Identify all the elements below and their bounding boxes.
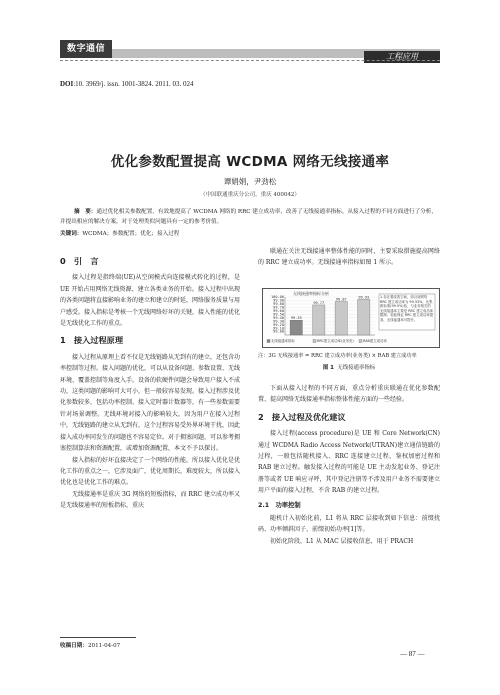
bar-value-label: 99.87 <box>335 297 347 302</box>
journal-logo: 数字通信 <box>60 40 112 58</box>
paragraph: 初始化阶段，L1 从 MAC 层接收信息，用于 PRACH <box>270 537 414 545</box>
header-rule <box>60 60 440 61</box>
y-tick-label: 99.50 <box>273 312 284 317</box>
figure-1 <box>262 288 440 348</box>
paragraph: 无线接通率是重庆 3G 网络的短板指标，而 RRC 建立成功率又是无线接通率的短板指标，重庆 <box>60 490 240 510</box>
bar-value-label: 99.33 <box>290 316 302 321</box>
doi-line <box>60 80 194 88</box>
footnote-rule <box>60 637 136 638</box>
doi-label: DOI <box>60 80 74 88</box>
bar <box>335 301 347 335</box>
y-tick-label: 99.00 <box>273 329 284 334</box>
y-tick-label: 99.80 <box>273 302 284 307</box>
legend-label: RRC建立成功率(业务类) <box>317 339 354 344</box>
abstract-label: 摘 要： <box>74 209 97 215</box>
doi-value: :10. 3969/j. issn. 1001-3824. 2011. 03. 024 <box>73 80 194 88</box>
received-date <box>60 641 120 649</box>
paragraph: 接入指标的好坏直接决定了一个网络的性能，所以接入优化是优化工作的重点之一，它涉及面广，优化周期长，难度较大，所以接入优化也是优化工作的难点。 <box>60 456 241 487</box>
y-tick-label: 99.30 <box>273 319 284 324</box>
legend-swatch <box>313 340 316 343</box>
received-label: 收稿日期： <box>60 643 88 649</box>
subsection-heading-power: 2.1 功率控制 <box>258 501 301 509</box>
y-tick-label: 99.40 <box>273 315 284 320</box>
figure-caption-text: 无线接通率指标 <box>337 365 376 371</box>
legend-swatch <box>267 340 270 343</box>
section-heading-intro: 0 引 言 <box>60 256 99 266</box>
y-tick-label: 99.90 <box>273 298 284 303</box>
keywords-label: 关键词： <box>60 231 83 237</box>
chart-annotation-wrapper <box>380 295 434 329</box>
paragraph: 联通在关注无线接通率整体性能的同时，主要采取措施提高网络的 RRC 建立成功率。无线接通率指标如图 1 所示。 <box>258 248 440 267</box>
section-heading-access: 2 接入过程及优化建议 <box>258 411 346 422</box>
right-column-top <box>258 246 440 269</box>
bar <box>290 320 302 335</box>
keywords <box>60 229 440 237</box>
figure-number: 图 1 <box>322 365 334 371</box>
left-column <box>60 250 240 512</box>
bar <box>358 299 370 335</box>
paragraph: 随机计入初始化前，L1 将从 RRC 层接收到如下信息：前缀扰码、功率倾斜因子、前缀初始功率[1]等。 <box>258 515 440 534</box>
paragraph: 接入过程(access procedure)是 UE 和 Core Network(CN)通过 WCDMA Radio Access Network(UTRAN)建立通信链路的过程，一般包括随机接入、RRC 连接建立过程，鉴权加密过程和 RAB 建立过程。触发接入过程的可能是 UE 主动发起业务、登记注册等或者 UE 响应寻呼，其中登记注册等不涉及用户业务不需要建立用户平面的接入过程，不含 RAB 的建立过程。 <box>258 430 440 495</box>
section-heading-principle: 1 接入过程原理 <box>60 335 124 346</box>
paragraph: 接入过程是指终端(UE)从空闲模式向连接模式转化的过程，是 UE 开始占用网络无线资源、建立各类业务的开始。接入过程中出现的各类问题将直接影响业务的建立和建立的时延，网络服务质量与用户感受。接入指标是考核一个无线网络好坏的关键，接入性能的优化是无线优化工作的重点。 <box>60 274 241 328</box>
section-tag: 工程应用 <box>364 51 440 63</box>
y-tick-label: 99.10 <box>273 326 284 331</box>
bar-value-label: 99.77 <box>313 300 325 305</box>
affiliation: （中国联通重庆分公司，重庆 400042） <box>200 192 300 198</box>
page-number: — 87 — <box>400 650 425 658</box>
y-tick-label: 99.20 <box>273 322 284 327</box>
legend-label: 无线接通率指标 <box>271 339 295 344</box>
received-value: 2011-04-07 <box>87 643 121 649</box>
y-tick-label: 99.60 <box>273 309 284 314</box>
paper-title: 优化参数配置提高 WCDMA 网络无线接通率 <box>110 154 390 170</box>
paragraph: 接入过程从原理上看不仅是无线链路从无到有的建立，还包含功率控制等过程。接入问题的优化，可以从设备问题、参数设置、无线环境、覆盖控制等角度入手。设备的软硬件问题会导致用户接入不成功，这类问题的影响可大可小，但一般较容易发现。接入过程涉及优化参数较多，包括功率控制、接入定时器计数器等，有一些参数需要针对场景调整。无线环境对接入的影响较大，因为用户在接入过程中，无线链路的建立从无到有，这个过程容易受外界环境干扰，因此接入成功率同发生的问题也不容易定位。对于拥塞问题，可以参考拥塞控制算法和资源配置，或增加资源配置，本文不予以探讨。 <box>60 353 241 453</box>
bar-chart <box>263 289 439 347</box>
abstract-text: 通过优化相关参数配置，有效地提高了 WCDMA 网络的 RRC 建立成功率，改善了无线接通率指标。从接入过程的不同方面进行了分析，并提出相应的解决方案，对于处理类似问题具有一定的参考价值。 <box>60 209 437 225</box>
paragraph: 下面从接入过程的不同方面，重点分析重庆联通在优化参数配置、提高网络无线接通率指标整体性能方面的一些经验。 <box>258 385 440 404</box>
keywords-text: WCDMA；参数配置；优化；接入过程 <box>82 231 180 237</box>
y-tick-label: 99.70 <box>273 305 284 310</box>
chart-annotation: 1.存在着改善空间，如目前网络 RRC 建立成功率为 99.33%，比集团标准(99.5%)低，与业务相关的无线接通率主要是 RRC 建立成功率限制；若能保证 RRC 建立成功率提高，无线接通率可提升。 <box>380 295 434 322</box>
abstract <box>60 207 440 227</box>
figure-caption <box>258 363 440 371</box>
figure-note: 注：3G 无线接通率 = RRC 建立成功率(业务类) × RAB 建立成功率 <box>258 353 417 359</box>
y-tick-label: 100.00 <box>271 295 284 300</box>
authors: 谭娟娟，尹劲松 <box>223 177 277 186</box>
bar <box>313 305 325 335</box>
chart-title: 无线接通率指标分析 <box>293 291 329 296</box>
bar-value-label: 99.93 <box>358 295 370 300</box>
right-column-bottom <box>258 383 440 547</box>
legend-label: RAB建立成功率 <box>363 339 387 344</box>
legend-swatch <box>359 340 362 343</box>
